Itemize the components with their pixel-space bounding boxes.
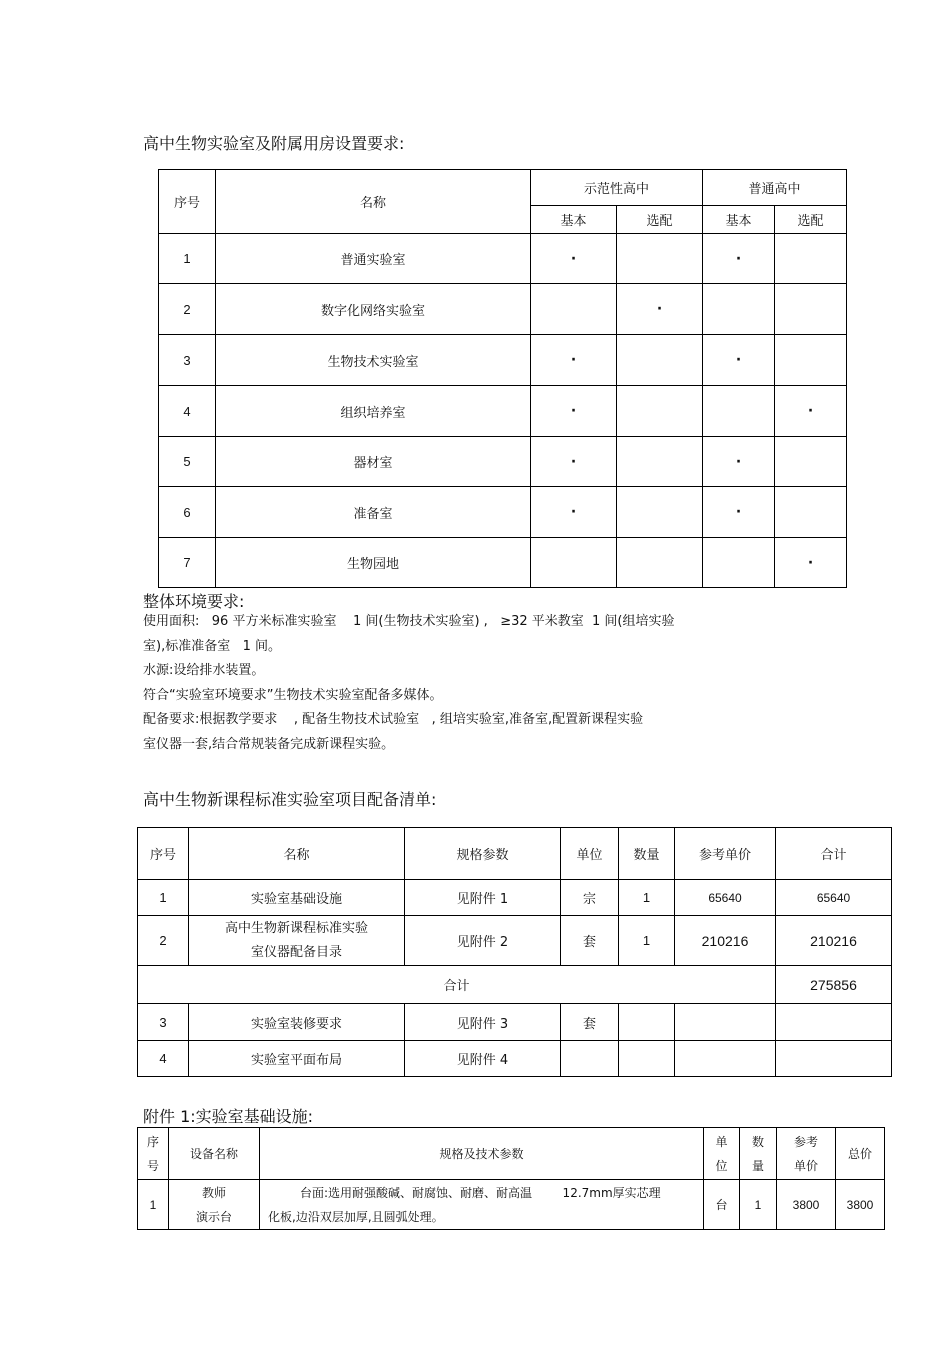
env-line: 水源:设给排水装置。 [143, 663, 265, 678]
mark-normal-optional [775, 234, 847, 284]
table-row [159, 335, 847, 386]
mark-demo-optional [617, 437, 703, 487]
row-no: 3 [159, 335, 216, 386]
row-no: 6 [159, 487, 216, 538]
row-name: 实验室基础设施 [189, 880, 405, 916]
row-unit: 台 [704, 1180, 740, 1230]
mark-demo-basic: · [531, 386, 617, 437]
row-no: 5 [159, 437, 216, 487]
header-name: 名称 [189, 828, 405, 880]
table-row [159, 487, 847, 538]
row-no: 2 [138, 916, 189, 966]
row-qty: 1 [619, 916, 675, 966]
row-name-line: 演示台 [195, 1209, 232, 1224]
mark-demo-optional: · [617, 284, 703, 335]
row-spec-line: 台面:选用耐强酸碱、耐腐蚀、耐磨、耐高温 12.7mm厚实芯理 [300, 1185, 661, 1200]
header-no [138, 1128, 169, 1180]
table-row [159, 437, 847, 487]
row-spec: 见附件 1 [405, 880, 561, 916]
row-no: 1 [159, 234, 216, 284]
table-row [138, 916, 892, 966]
infrastructure-table [137, 1127, 885, 1230]
row-unit [561, 1041, 619, 1077]
row-total: 65640 [776, 880, 892, 916]
mark-normal-optional [775, 437, 847, 487]
mark-demo-optional [617, 234, 703, 284]
row-price [675, 1041, 776, 1077]
mark-demo-basic: · [531, 437, 617, 487]
mark-normal-optional: · [775, 386, 847, 437]
header-unit-price [777, 1128, 836, 1180]
section2-title: 高中生物新课程标准实验室项目配备清单: [143, 790, 437, 809]
row-name: 普通实验室 [216, 234, 531, 284]
row-no: 7 [159, 538, 216, 588]
sum-label: 合计 [138, 966, 776, 1004]
mark-demo-basic [531, 284, 617, 335]
env-line: 室仪器一套,结合常规装备完成新课程实验。 [143, 736, 395, 752]
header-unit-price: 参考单价 [675, 828, 776, 880]
header-unit: 单位 [561, 828, 619, 880]
header-spec: 规格及技术参数 [260, 1128, 704, 1180]
row-name: 实验室平面布局 [189, 1041, 405, 1077]
table-row [138, 880, 892, 916]
table-row [138, 1180, 885, 1230]
row-name-line: 教师 [201, 1185, 226, 1200]
row-name [169, 1180, 260, 1230]
mark-normal-optional [775, 335, 847, 386]
row-no: 1 [138, 880, 189, 916]
mark-normal-basic [703, 386, 775, 437]
environment-title: 整体环境要求: [143, 592, 245, 611]
header-normal-school: 普通高中 [703, 170, 847, 206]
table-row [159, 284, 847, 335]
mark-normal-optional: · [775, 538, 847, 588]
row-name: 准备室 [216, 487, 531, 538]
header-normal-optional: 选配 [775, 206, 847, 234]
row-name [189, 916, 405, 966]
table-row [138, 1041, 892, 1077]
mark-demo-basic: · [531, 335, 617, 386]
header-name: 名称 [216, 170, 531, 234]
header-no-line: 号 [146, 1158, 159, 1173]
row-no: 3 [138, 1004, 189, 1041]
row-total [776, 1041, 892, 1077]
header-demo-school: 示范性高中 [531, 170, 703, 206]
row-name: 数字化网络实验室 [216, 284, 531, 335]
row-total: 210216 [776, 916, 892, 966]
mark-normal-basic: · [703, 234, 775, 284]
row-name-line: 高中生物新课程标准实验 [224, 920, 368, 936]
header-no-line: 序 [146, 1134, 159, 1149]
row-qty: 1 [740, 1180, 777, 1230]
mark-demo-basic [531, 538, 617, 588]
row-no: 4 [138, 1041, 189, 1077]
table-row [159, 538, 847, 588]
row-no: 4 [159, 386, 216, 437]
row-total: 3800 [836, 1180, 885, 1230]
header-no: 序号 [159, 170, 216, 234]
header-unit-line: 单 [715, 1134, 728, 1149]
header-unit [704, 1128, 740, 1180]
row-qty [619, 1004, 675, 1041]
sum-row [138, 966, 892, 1004]
row-spec: 见附件 3 [405, 1004, 561, 1041]
row-total [776, 1004, 892, 1041]
row-price: 210216 [675, 916, 776, 966]
row-unit: 套 [561, 916, 619, 966]
header-total: 总价 [836, 1128, 885, 1180]
row-name: 组织培养室 [216, 386, 531, 437]
row-unit: 套 [561, 1004, 619, 1041]
row-no: 2 [159, 284, 216, 335]
mark-normal-optional [775, 284, 847, 335]
mark-normal-basic [703, 538, 775, 588]
lab-setup-table [158, 169, 847, 588]
row-spec-line: 化板,边沿双层加厚,且圆弧处理。 [268, 1209, 444, 1224]
env-line: 使用面积: 96 平方米标准实验室 1 间(生物技术实验室) , ≥32 平米教室 1 间(组培实验 [143, 614, 675, 629]
header-equipment-name: 设备名称 [169, 1128, 260, 1180]
table-row [138, 1004, 892, 1041]
header-price-line: 参考 [793, 1134, 818, 1149]
header-qty-line: 数 [751, 1134, 764, 1149]
mark-normal-optional [775, 487, 847, 538]
section1-title: 高中生物实验室及附属用房设置要求: [143, 134, 405, 153]
header-price-line: 单价 [793, 1158, 818, 1173]
mark-normal-basic: · [703, 335, 775, 386]
env-line: 室),标准准备室 1 间。 [143, 638, 282, 654]
row-no: 1 [138, 1180, 169, 1230]
row-price: 3800 [777, 1180, 836, 1230]
header-demo-optional: 选配 [617, 206, 703, 234]
header-total: 合计 [776, 828, 892, 880]
mark-demo-optional [617, 386, 703, 437]
mark-demo-basic: · [531, 234, 617, 284]
header-unit-line: 位 [715, 1158, 728, 1173]
row-unit: 宗 [561, 880, 619, 916]
mark-demo-optional [617, 487, 703, 538]
row-price [675, 1004, 776, 1041]
row-name: 生物园地 [216, 538, 531, 588]
mark-normal-basic [703, 284, 775, 335]
table-row [159, 234, 847, 284]
mark-demo-basic: · [531, 487, 617, 538]
row-name: 器材室 [216, 437, 531, 487]
row-name: 实验室装修要求 [189, 1004, 405, 1041]
env-line: 符合“实验室环境要求”生物技术实验室配备多媒体。 [143, 687, 443, 703]
env-line: 配备要求:根据教学要求 , 配备生物技术试验室 , 组培实验室,准备室,配置新课程实验 [143, 712, 644, 727]
mark-normal-basic: · [703, 487, 775, 538]
equipment-list-table [137, 827, 892, 1077]
mark-demo-optional [617, 538, 703, 588]
row-spec [260, 1180, 704, 1230]
header-no: 序号 [138, 828, 189, 880]
table-row [159, 386, 847, 437]
section3-title: 附件 1:实验室基础设施: [143, 1107, 314, 1126]
header-spec: 规格参数 [405, 828, 561, 880]
row-price: 65640 [675, 880, 776, 916]
row-spec: 见附件 4 [405, 1041, 561, 1077]
mark-normal-basic: · [703, 437, 775, 487]
row-spec: 见附件 2 [405, 916, 561, 966]
header-demo-basic: 基本 [531, 206, 617, 234]
row-qty: 1 [619, 880, 675, 916]
header-qty-line: 量 [751, 1158, 764, 1173]
header-qty [740, 1128, 777, 1180]
row-name: 生物技术实验室 [216, 335, 531, 386]
header-normal-basic: 基本 [703, 206, 775, 234]
header-qty: 数量 [619, 828, 675, 880]
row-qty [619, 1041, 675, 1077]
row-name-line: 室仪器配备目录 [250, 944, 342, 960]
mark-demo-optional [617, 335, 703, 386]
environment-text [143, 610, 843, 757]
sum-value: 275856 [776, 966, 892, 1004]
